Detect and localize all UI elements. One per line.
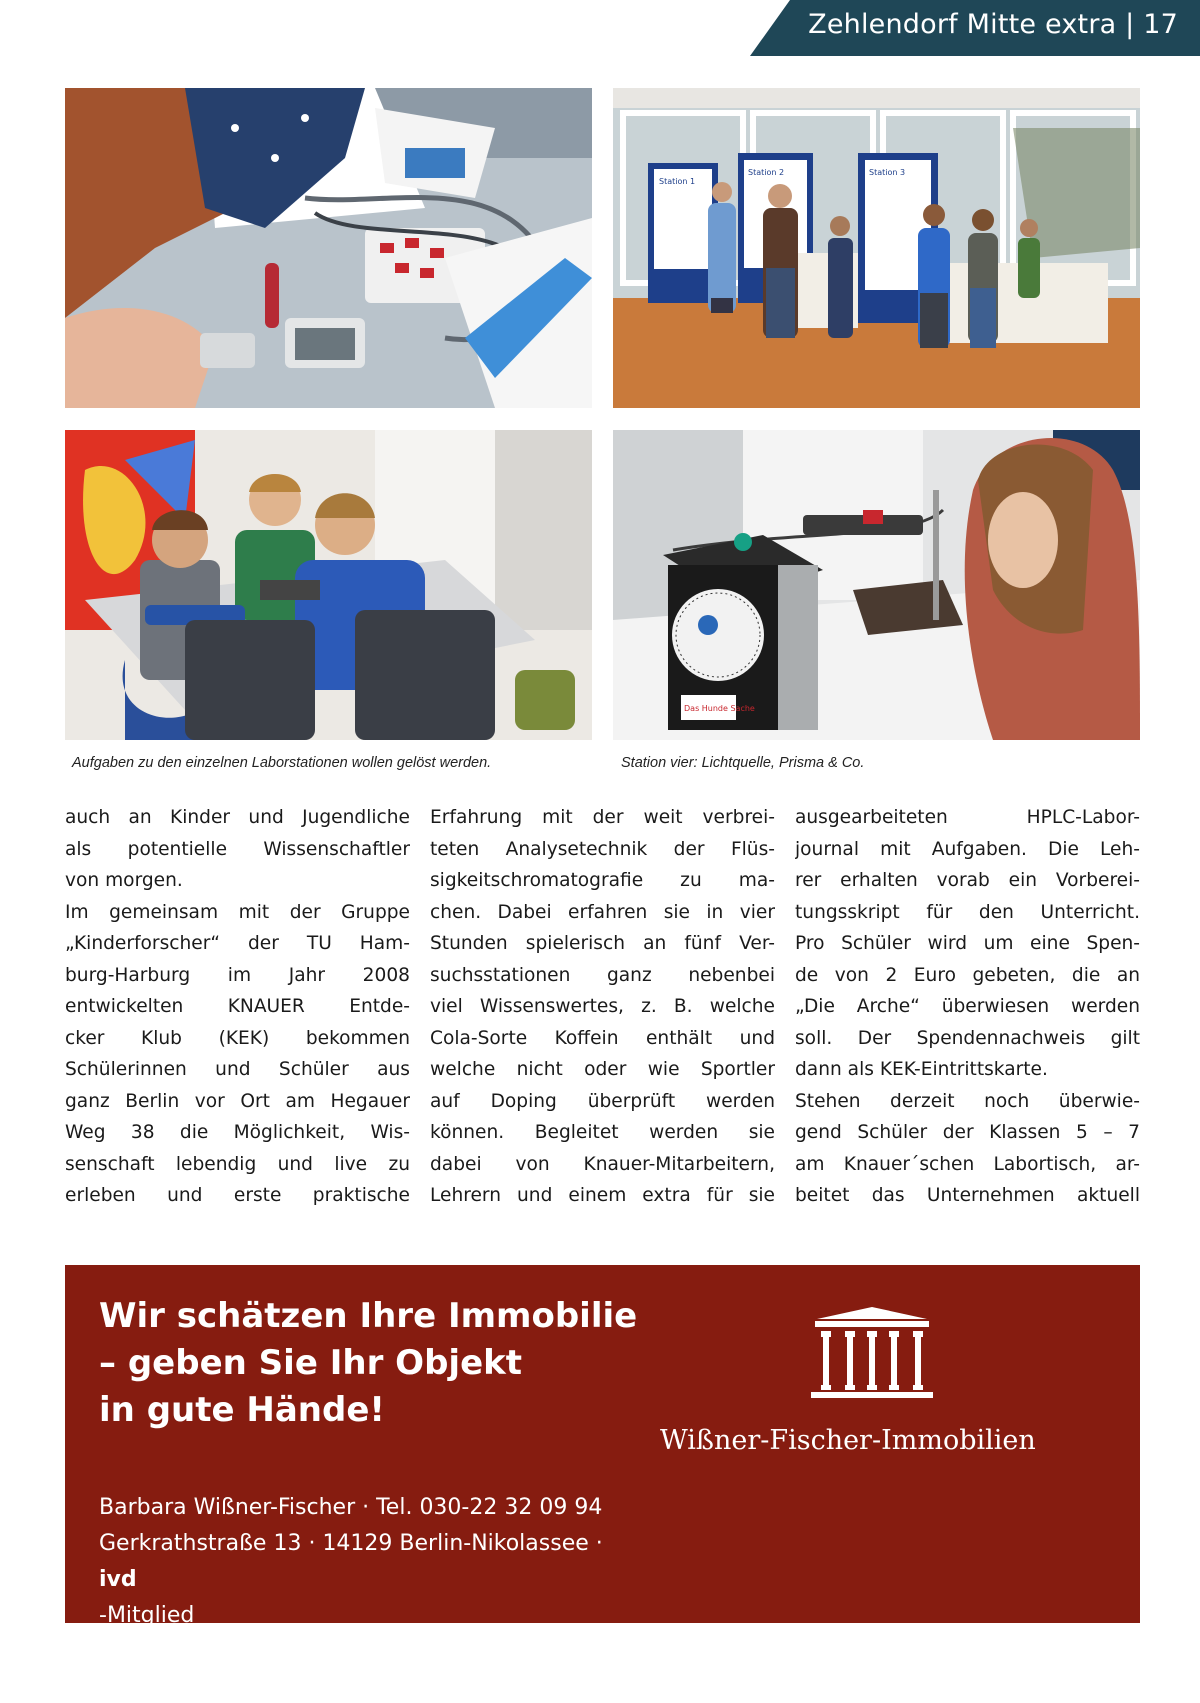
- article-line: Stehen derzeit noch überwie-: [795, 1090, 1140, 1112]
- article-line: „Kinderforscher“ der TU Ham-: [65, 933, 410, 954]
- ad-headline: [99, 1293, 637, 1434]
- station-label-3: Station 3: [869, 168, 906, 177]
- article-line: journal mit Aufgaben. Die Leh-: [795, 838, 1140, 860]
- article-line: können. Begleitet werden sie: [430, 1122, 775, 1143]
- article-line: als potentielle Wissenschaftler: [65, 838, 410, 860]
- article-line: dann als KEK-Eintrittskarte.: [795, 1059, 1048, 1080]
- company-name: Wißner-Fischer-Immobilien: [660, 1425, 1036, 1456]
- article-line: de von 2 Euro gebeten, die an: [795, 964, 1140, 986]
- caption-right: Station vier: Lichtquelle, Prisma & Co.: [621, 755, 865, 771]
- article-line: von morgen.: [65, 870, 183, 891]
- article-column-2: [430, 802, 775, 1212]
- ivd-membership: -Mitglied: [99, 1603, 195, 1628]
- photo-lab-worksheet: [65, 88, 592, 408]
- article-line: Cola-Sorte Koffein enthält und: [430, 1027, 775, 1049]
- article-line: ausgearbeiteten HPLC-Labor-: [795, 807, 1140, 828]
- article-line: dabei von Knauer-Mitarbeitern,: [430, 1153, 775, 1175]
- ad-headline-line-2: – geben Sie Ihr Objekt: [99, 1343, 522, 1383]
- contact-address-line: [99, 1526, 603, 1634]
- article-line: Lehrern und einem extra für sie: [430, 1185, 775, 1206]
- article-line: suchsstationen ganz nebenbei: [430, 964, 775, 986]
- article-line: viel Wissenswertes, z. B. welche: [430, 996, 775, 1017]
- photo-kids-table: [65, 430, 592, 740]
- station-label-1: Station 1: [659, 177, 696, 186]
- greek-temple-icon: [807, 1305, 937, 1405]
- header-title: Zehlendorf Mitte extra: [808, 9, 1117, 40]
- article-line: „Die Arche“ überwiesen werden: [795, 996, 1140, 1017]
- article-line: Pro Schüler wird um eine Spen-: [795, 933, 1140, 954]
- article-line: Erfahrung mit der weit verbrei-: [430, 807, 775, 828]
- article-line: am Knauer´schen Labortisch, ar-: [795, 1153, 1140, 1175]
- article-line: auf Doping überprüft werden: [430, 1090, 775, 1112]
- article-column-1: [65, 802, 410, 1212]
- article-column-3: [795, 802, 1140, 1212]
- article-line: gend Schüler der Klassen 5 – 7: [795, 1122, 1140, 1143]
- article-line: rer erhalten vorab ein Vorberei-: [795, 870, 1140, 891]
- ivd-logo: ivd: [99, 1567, 137, 1592]
- ad-contact: [99, 1490, 603, 1670]
- box-label: Das Hunde Sache: [684, 704, 755, 713]
- contact-address: Gerkrathstraße 13 · 14129 Berlin-Nikolassee ·: [99, 1531, 603, 1556]
- article-line: auch an Kinder und Jugendliche: [65, 807, 410, 828]
- contact-phone-line: Barbara Wißner-Fischer · Tel. 030-22 32 09 94: [99, 1495, 603, 1520]
- station-label-2: Station 2: [748, 168, 785, 177]
- article-line: tungsskript für den Unterricht.: [795, 901, 1140, 923]
- article-line: entwickelten KNAUER Entde-: [65, 996, 410, 1017]
- website-link[interactable]: www.wissner-fischer-immobilien.de: [99, 1639, 486, 1664]
- article-line: sigkeitschromatografie zu ma-: [430, 870, 775, 891]
- article-line: cker Klub (KEK) bekommen: [65, 1027, 410, 1049]
- article-line: ganz Berlin vor Ort am Hegauer: [65, 1090, 410, 1112]
- article-line: Im gemeinsam mit der Gruppe: [65, 901, 410, 923]
- article-line: burg-Harburg im Jahr 2008: [65, 964, 410, 986]
- article-line: senschaft lebendig und live zu: [65, 1153, 410, 1175]
- article-line: welche nicht oder wie Sportler: [430, 1059, 775, 1080]
- article-line: erleben und erste praktische: [65, 1185, 410, 1206]
- real-estate-ad: [65, 1265, 1140, 1664]
- page-header: [808, 9, 1178, 40]
- photo-light-station: [613, 430, 1140, 740]
- article-line: Weg 38 die Möglichkeit, Wis-: [65, 1122, 410, 1143]
- article-line: soll. Der Spendennachweis gilt: [795, 1027, 1140, 1049]
- header-separator: |: [1116, 9, 1144, 40]
- article-line: Stunden spielerisch an fünf Ver-: [430, 933, 775, 954]
- caption-left: Aufgaben zu den einzelnen Laborstationen wollen gelöst werden.: [72, 755, 492, 771]
- ad-headline-line-1: Wir schätzen Ihre Immobilie: [99, 1296, 638, 1336]
- article-line: teten Analysetechnik der Flüs-: [430, 838, 775, 860]
- article-line: beitet das Unternehmen aktuell: [795, 1185, 1140, 1206]
- photo-lab-stations: [613, 88, 1140, 408]
- page-number: 17: [1143, 9, 1178, 40]
- ad-headline-line-3: in gute Hände!: [99, 1390, 385, 1430]
- article-line: Schülerinnen und Schüler aus: [65, 1059, 410, 1080]
- article-line: chen. Dabei erfahren sie in vier: [430, 901, 775, 923]
